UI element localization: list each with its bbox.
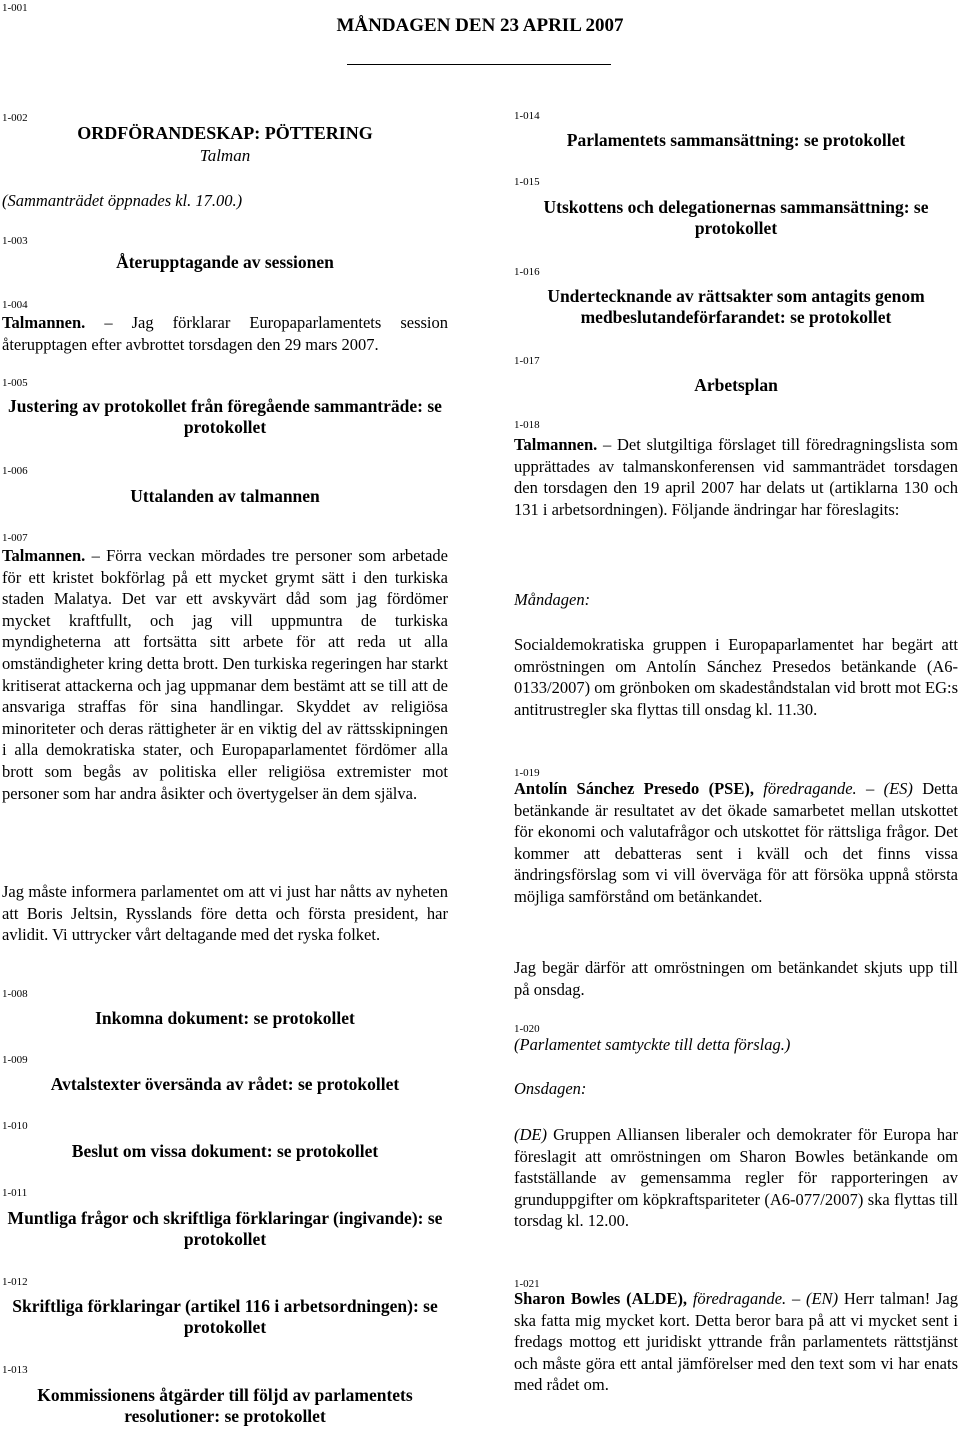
chair-subtitle: Talman xyxy=(199,146,251,165)
item-number: 1-015 xyxy=(514,176,540,188)
paragraph xyxy=(2,312,448,355)
speaker-role: föredragande. xyxy=(687,1289,787,1308)
item-number: 1-009 xyxy=(2,1054,28,1066)
item-number: 1-019 xyxy=(514,767,540,779)
speaker-name: Talmannen. xyxy=(2,546,86,565)
paragraph-text: Gruppen Alliansen liberaler och demokrater för Europa har föreslagit att omröstningen om Sharon Bowles betänkande om fastställande av gemensamma regler för rapporteringen av grunduppgifter om köpkraftspariteter (A6-077/2007) ska flyttas till torsdag kl. 12.00. xyxy=(514,1125,958,1231)
section-heading: Beslut om vissa dokument: se protokollet xyxy=(71,1141,379,1161)
item-number: 1-020 xyxy=(514,1023,540,1035)
paragraph-text: Herr talman! Jag ska fatta mig mycket kort. Detta beror bara på att vi mycket sent i fredags mottog ett juridiskt yttrande från parlamentets rättstjänst och måste göra ett antal jämförelser med den text som vi har enats med rådet om. xyxy=(514,1289,959,1395)
section-heading: Återupptagande av sessionen xyxy=(116,252,334,272)
section-heading: Avtalstexter översända av rådet: se protokollet xyxy=(50,1074,400,1094)
section-heading: Inkomna dokument: se protokollet xyxy=(95,1008,355,1028)
day-label: Måndagen: xyxy=(514,590,591,609)
section-heading: Muntliga frågor och skriftliga förklaringar (ingivande): se protokollet xyxy=(7,1208,443,1249)
item-number: 1-007 xyxy=(2,532,28,544)
opening-note: (Sammanträdet öppnades kl. 17.00.) xyxy=(2,191,243,210)
item-number: 1-017 xyxy=(514,355,540,367)
paragraph xyxy=(2,545,448,804)
section-heading: Justering av protokollet från föregående sammanträde: se protokollet xyxy=(8,396,442,437)
item-number: 1-012 xyxy=(2,1276,28,1288)
item-number: 1-005 xyxy=(2,377,28,389)
item-number: 1-021 xyxy=(514,1278,540,1290)
paragraph-text: Detta betänkande är resultatet av det ökade samarbetet mellan utskottet för ekonomi och valutafrågor och utskottet för rättsliga frågor. Det kommer att debatteras sent i kväll och det finns vissa ändringsförslag som vi vill överväga för att försöka uppnå största möjliga samförstånd om betänkandet. xyxy=(514,779,958,906)
paragraph xyxy=(514,1288,958,1396)
language-tag: (DE) xyxy=(514,1125,547,1144)
section-heading: Parlamentets sammansättning: se protokollet xyxy=(566,130,906,150)
page-number: 1-001 xyxy=(2,2,28,14)
paragraph-text: – Förra veckan mördades tre personer som arbetade för ett kristet bokförlag på ett mycket grymt sätt i den turkiska staden Malatya. Det var ett avskyvärt dåd som jag fördömer mycket kraftfullt, och jag vill uppmuntra de turkiska myndigheterna att fortsätta sitt arbete för att reda ut alla omständigheter kring detta brott. Den turkiska regeringen har starkt kritiserat attackerna och jag uppmanar dem bestämt att se till att de ansvariga straffas för sina handlingar. Skyddet av religiösa minoriteter och deras rättigheter är en viktig del av rättsskipningen i alla demokratiska stater, och Europaparlamentet fördömer alla brott som begås av politiska eller religiösa extremister mot personer som har andra åsikter och övertygelser än dem själva. xyxy=(2,546,448,803)
paragraph: Jag måste informera parlamentet om att vi just har nåtts av nyheten att Boris Jeltsin, Rysslands före detta och första president, har avlidit. Vi uttrycker vårt deltagande med det ryska folket. xyxy=(2,882,448,945)
item-number: 1-003 xyxy=(2,235,28,247)
speaker-name: Talmannen. xyxy=(2,313,86,332)
item-number: 1-010 xyxy=(2,1120,28,1132)
day-label: Onsdagen: xyxy=(514,1079,587,1098)
section-heading: Kommissionens åtgärder till följd av parlamentets resolutioner: se protokollet xyxy=(37,1385,413,1426)
speaker-role: föredragande. xyxy=(753,779,857,798)
speaker-name: Talmannen. xyxy=(514,435,598,454)
section-heading: Utskottens och delegationernas sammansättning: se protokollet xyxy=(543,197,929,238)
item-number: 1-002 xyxy=(2,112,28,124)
paragraph: Jag begär därför att omröstningen om betänkandet skjuts upp till på onsdag. xyxy=(514,958,958,999)
item-number: 1-016 xyxy=(514,266,540,278)
item-number: 1-008 xyxy=(2,988,28,1000)
title-rule xyxy=(347,64,611,65)
paragraph xyxy=(514,778,958,908)
language-tag: – (ES) xyxy=(856,779,913,798)
paragraph xyxy=(514,434,958,520)
page-title: MÅNDAGEN DEN 23 APRIL 2007 xyxy=(336,15,624,36)
paragraph: (Parlamentet samtyckte till detta förslag.) xyxy=(514,1035,791,1054)
paragraph xyxy=(514,1124,958,1232)
item-number: 1-004 xyxy=(2,299,28,311)
speaker-name: Antolín Sánchez Presedo (PSE), xyxy=(514,779,754,798)
speaker-name: Sharon Bowles (ALDE), xyxy=(514,1289,688,1308)
paragraph-text: – Det slutgiltiga förslaget till föredragningslista som upprättades av talmanskonferensen vid sammanträdet torsdagen den torsdagen den 19 april 2007 har delats ut (artiklarna 130 och 131 i arbetsordningen). Följande ändringar har föreslagits: xyxy=(514,435,958,519)
section-heading: Undertecknande av rättsakter som antagits genom medbeslutandeförfarandet: se protokollet xyxy=(547,286,925,327)
item-number: 1-011 xyxy=(2,1187,28,1199)
language-tag: – (EN) xyxy=(786,1289,839,1308)
paragraph-text: – Jag förklarar Europaparlamentets session återupptagen efter avbrottet torsdagen den 29 mars 2007. xyxy=(2,313,448,354)
item-number: 1-018 xyxy=(514,419,540,431)
item-number: 1-014 xyxy=(514,110,540,122)
section-heading: Arbetsplan xyxy=(694,375,778,395)
item-number: 1-013 xyxy=(2,1364,28,1376)
item-number: 1-006 xyxy=(2,465,28,477)
chair-heading: ORDFÖRANDESKAP: PÖTTERING xyxy=(77,123,373,143)
paragraph: Socialdemokratiska gruppen i Europaparlamentet har begärt att omröstningen om Antolín Sánchez Presedos betänkande (A6-0133/2007) om grönboken om skadeståndstalan vid brott mot EG:s antitrustregler ska flyttas till onsdag kl. 11.30. xyxy=(514,635,958,719)
section-heading: Skriftliga förklaringar (artikel 116 i arbetsordningen): se protokollet xyxy=(12,1296,438,1337)
section-heading: Uttalanden av talmannen xyxy=(130,486,320,506)
